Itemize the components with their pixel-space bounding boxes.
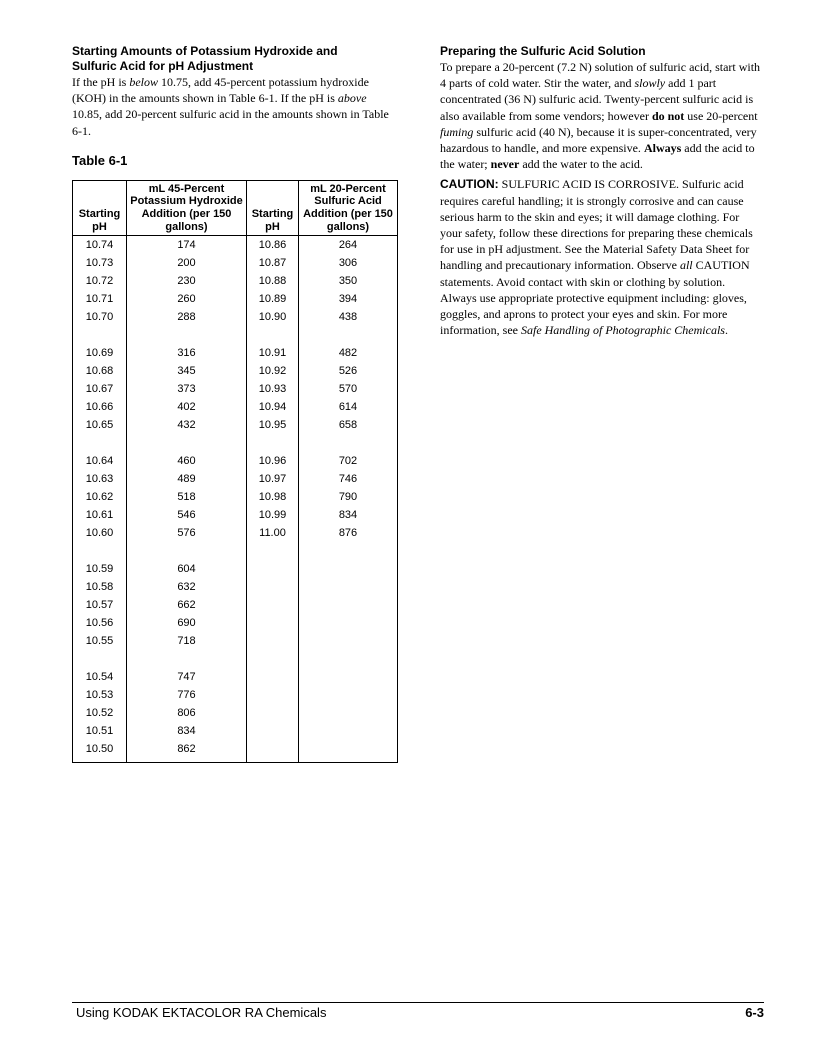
cell-starting-ph-acid [247,740,299,763]
section-heading-preparing-acid: Preparing the Sulfuric Acid Solution [440,44,646,58]
table-header-row [73,180,398,235]
table-row [73,398,398,416]
cell-acid-ml: 746 [299,470,398,488]
cell-starting-ph-koh: 10.50 [73,740,127,763]
cell-starting-ph-koh: 10.53 [73,686,127,704]
cell-koh-ml: 604 [127,560,247,578]
cell-koh-ml: 260 [127,290,247,308]
table-spacer-cell [127,650,247,668]
cell-acid-ml [299,614,398,632]
table-spacer-cell [247,542,299,560]
cell-koh-ml: 518 [127,488,247,506]
cell-starting-ph-acid: 10.92 [247,362,299,380]
header-koh-addition: mL 45-Percent Potassium Hydroxide Addition (per 150 gallons) [127,180,247,235]
table-spacer-cell [299,542,398,560]
emphasis-above: above [337,91,367,106]
section-heading-starting-amounts [72,44,398,74]
table-spacer-cell [73,434,127,452]
table-spacer-cell [127,542,247,560]
text-run: If the pH is [72,75,130,89]
cell-acid-ml: 264 [299,236,398,255]
cell-starting-ph-koh: 10.55 [73,632,127,650]
cell-starting-ph-koh: 10.58 [73,578,127,596]
cell-starting-ph-koh: 10.60 [73,524,127,542]
cell-starting-ph-koh: 10.56 [73,614,127,632]
text-run: To prepare a 20-percent (7.2 N) solution of sulfuric acid, start with 4 parts of cold water. Stir the water, and [440,60,761,91]
cell-starting-ph-koh: 10.57 [73,596,127,614]
table-row [73,272,398,290]
cell-acid-ml: 702 [299,452,398,470]
table-row [73,560,398,578]
cell-acid-ml: 876 [299,524,398,542]
footer-rule [72,1002,764,1003]
cell-koh-ml: 662 [127,596,247,614]
text-run: 10.85, add 20-percent sulfuric acid in the amounts shown in Table 6-1. [72,107,389,138]
cell-acid-ml [299,740,398,763]
table-row [73,740,398,763]
cell-acid-ml [299,722,398,740]
table-row [73,416,398,434]
cell-koh-ml: 174 [127,236,247,255]
cell-koh-ml: 402 [127,398,247,416]
cell-starting-ph-acid: 10.90 [247,308,299,326]
table-row [73,614,398,632]
cell-starting-ph-acid [247,596,299,614]
text-run: add the acid to the water; [440,141,755,172]
cell-acid-ml: 614 [299,398,398,416]
table-body [73,236,398,763]
cell-starting-ph-koh: 10.70 [73,308,127,326]
table-row [73,254,398,272]
cell-koh-ml: 460 [127,452,247,470]
cell-starting-ph-koh: 10.72 [73,272,127,290]
table-row [73,470,398,488]
cell-starting-ph-acid: 10.88 [247,272,299,290]
cell-koh-ml: 432 [127,416,247,434]
table-row [73,308,398,326]
cell-starting-ph-koh: 10.59 [73,560,127,578]
emphasis-all: all [679,258,693,273]
table-group-spacer [73,542,398,560]
cell-koh-ml: 690 [127,614,247,632]
table-row [73,488,398,506]
table-row [73,632,398,650]
caution-paragraph [440,176,762,338]
table-row [73,704,398,722]
table-row [73,668,398,686]
cell-starting-ph-koh: 10.65 [73,416,127,434]
cell-koh-ml: 373 [127,380,247,398]
cell-starting-ph-acid [247,632,299,650]
cell-acid-ml: 394 [299,290,398,308]
cell-acid-ml [299,632,398,650]
cell-koh-ml: 576 [127,524,247,542]
table-spacer-cell [299,434,398,452]
cell-koh-ml: 862 [127,740,247,763]
table-group-spacer [73,434,398,452]
table-spacer-cell [127,434,247,452]
heading-line-1: Starting Amounts of Potassium Hydroxide and [72,44,338,58]
table-spacer-cell [247,650,299,668]
cell-starting-ph-acid: 10.94 [247,398,299,416]
cell-acid-ml: 482 [299,344,398,362]
table-row [73,722,398,740]
cell-starting-ph-koh: 10.54 [73,668,127,686]
cell-starting-ph-acid [247,560,299,578]
cell-starting-ph-acid: 10.87 [247,254,299,272]
table-spacer-cell [73,650,127,668]
cell-starting-ph-koh: 10.71 [73,290,127,308]
table-row [73,290,398,308]
header-acid-addition: mL 20-Percent Sulfuric Acid Addition (per 150 gallons) [299,180,398,235]
cell-acid-ml: 350 [299,272,398,290]
table-row [73,362,398,380]
table-spacer-cell [247,434,299,452]
cell-starting-ph-koh: 10.68 [73,362,127,380]
page-number: 6-3 [745,1005,764,1020]
table-spacer-cell [127,326,247,344]
cell-acid-ml [299,578,398,596]
left-column [72,44,398,763]
text-run: add 1 part concentrated (36 N) sulfuric acid. Twenty-percent sulfuric acid is also available from some vendors; however [440,76,754,123]
emphasis-slowly: slowly [634,76,666,91]
cell-acid-ml [299,596,398,614]
right-column [440,44,762,338]
cell-koh-ml: 200 [127,254,247,272]
cell-starting-ph-koh: 10.67 [73,380,127,398]
intro-paragraph [72,74,398,139]
table-spacer-cell [73,326,127,344]
table-title: Table 6-1 [72,152,128,168]
cell-koh-ml: 632 [127,578,247,596]
text-run: CAUTION statements. Avoid contact with skin or clothing by solution. Always use appropriate protective equipment including: gloves, goggles, and aprons to protect your eyes and skin. For more information, see [440,258,750,338]
preparation-paragraph [440,59,762,172]
emphasis-never: never [490,157,520,172]
cell-koh-ml: 776 [127,686,247,704]
text-run: sulfuric acid (40 N), because it is super-concentrated, very hazardous to handle, and more expensive. [440,124,757,156]
cell-koh-ml: 546 [127,506,247,524]
ph-adjustment-table [72,180,398,763]
cell-acid-ml [299,686,398,704]
caution-label: CAUTION: [440,177,499,192]
table-spacer-cell [73,542,127,560]
cell-starting-ph-koh: 10.51 [73,722,127,740]
table-row [73,236,398,255]
cell-starting-ph-acid: 10.96 [247,452,299,470]
table-row [73,686,398,704]
table-row [73,596,398,614]
emphasis-do-not: do not [651,108,685,123]
cell-starting-ph-acid [247,704,299,722]
table-row [73,344,398,362]
cell-starting-ph-acid: 10.91 [247,344,299,362]
emphasis-always: Always [643,141,682,156]
header-starting-ph-koh: Starting pH [73,180,127,235]
footer-title: Using KODAK EKTACOLOR RA Chemicals [76,1005,327,1020]
cell-starting-ph-acid: 10.95 [247,416,299,434]
table-row [73,524,398,542]
cell-acid-ml [299,668,398,686]
cell-acid-ml [299,704,398,722]
cell-acid-ml: 658 [299,416,398,434]
cell-starting-ph-koh: 10.69 [73,344,127,362]
heading-line-2: Sulfuric Acid for pH Adjustment [72,59,254,73]
cell-starting-ph-acid [247,686,299,704]
text-run: SULFURIC ACID IS CORROSIVE. Sulfuric acid requires careful handling; it is strongly corrosive and can cause serious harm to the skin and eyes; it will damage clothing. For your safety, follow these directions for preparing these chemicals for use in pH adjustment. See the Material Safety Data Sheet for handling and precautionary information. Observe [440,177,753,273]
emphasis-fuming: fuming [440,124,474,139]
cell-starting-ph-acid [247,614,299,632]
text-run: use 20-percent [684,108,758,123]
cell-starting-ph-koh: 10.73 [73,254,127,272]
cell-starting-ph-acid: 10.99 [247,506,299,524]
cell-koh-ml: 345 [127,362,247,380]
cell-starting-ph-koh: 10.62 [73,488,127,506]
cell-starting-ph-acid [247,668,299,686]
cell-starting-ph-acid: 10.93 [247,380,299,398]
cell-koh-ml: 718 [127,632,247,650]
table-row [73,380,398,398]
table-row [73,506,398,524]
cell-koh-ml: 316 [127,344,247,362]
cell-koh-ml: 834 [127,722,247,740]
cell-acid-ml: 834 [299,506,398,524]
table-spacer-cell [247,326,299,344]
cell-starting-ph-acid: 11.00 [247,524,299,542]
header-starting-ph-acid: Starting pH [247,180,299,235]
cell-koh-ml: 806 [127,704,247,722]
cell-acid-ml: 438 [299,308,398,326]
table-group-spacer [73,326,398,344]
cell-koh-ml: 230 [127,272,247,290]
text-run: . [724,323,728,338]
cell-starting-ph-koh: 10.52 [73,704,127,722]
cell-acid-ml: 526 [299,362,398,380]
cell-starting-ph-acid: 10.89 [247,290,299,308]
cell-acid-ml [299,560,398,578]
cell-starting-ph-koh: 10.63 [73,470,127,488]
cell-starting-ph-acid: 10.98 [247,488,299,506]
cell-acid-ml: 790 [299,488,398,506]
cell-starting-ph-koh: 10.66 [73,398,127,416]
table-spacer-cell [299,326,398,344]
cell-starting-ph-acid [247,578,299,596]
table-row [73,578,398,596]
table-group-spacer [73,650,398,668]
cell-starting-ph-acid [247,722,299,740]
cell-starting-ph-koh: 10.64 [73,452,127,470]
cell-koh-ml: 288 [127,308,247,326]
cell-starting-ph-acid: 10.86 [247,236,299,255]
cell-koh-ml: 747 [127,668,247,686]
table-row [73,452,398,470]
cell-starting-ph-koh: 10.74 [73,236,127,255]
cell-acid-ml: 570 [299,380,398,398]
cell-acid-ml: 306 [299,254,398,272]
text-run: 10.75, add 45-percent potassium hydroxide (KOH) in the amounts shown in Table 6-1. If the pH is [72,75,369,106]
text-run: add the water to the acid. [519,157,643,172]
cell-koh-ml: 489 [127,470,247,488]
emphasis-below: below [129,75,158,89]
table-spacer-cell [299,650,398,668]
cell-starting-ph-koh: 10.61 [73,506,127,524]
reference-title: Safe Handling of Photographic Chemicals [520,323,725,338]
cell-starting-ph-acid: 10.97 [247,470,299,488]
